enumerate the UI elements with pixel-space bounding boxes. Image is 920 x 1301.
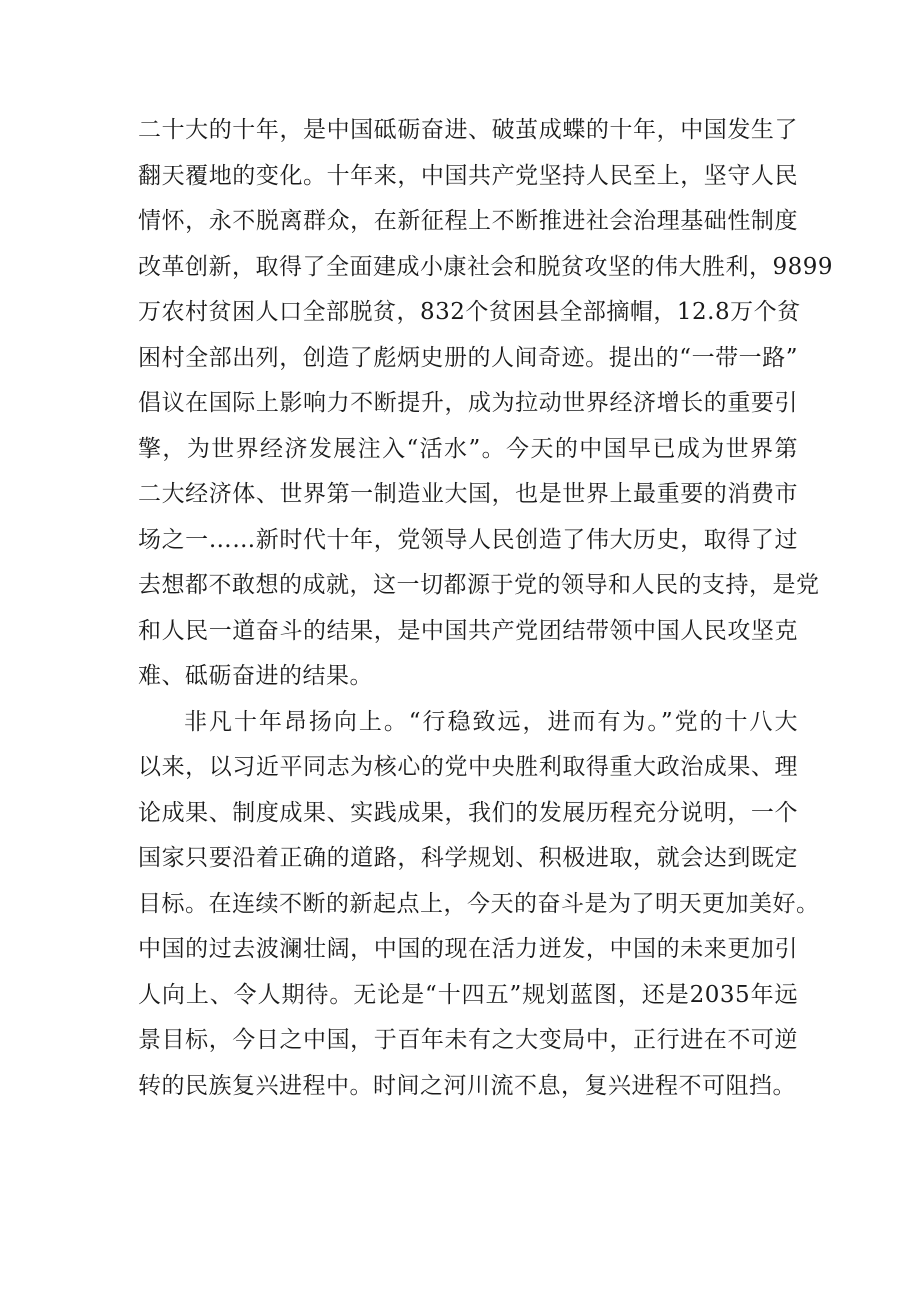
text-line: 二十大的十年，是中国砥砺奋进、破茧成蝶的十年，中国发生了 [138,117,798,143]
text-line: 万农村贫困人口全部脱贫，832个贫困县全部摘帽，12.8万个贫 [138,299,801,325]
text-line: 国家只要沿着正确的道路，科学规划、积极进取，就会达到既定 [138,845,798,871]
paragraph-start-line: 非凡十年昂扬向上。“行稳致远，进而有为。”党的十八大 [184,708,798,735]
text-line: 擎，为世界经济发展注入“活水”。今天的中国早已成为世界第 [138,435,798,462]
paragraph-end-line: 转的民族复兴进程中。时间之河川流不息，复兴进程不可阻挡。 [138,1072,796,1099]
paragraph-end-line: 难、砥砺奋进的结果。 [138,663,373,689]
text-line: 困村全部出列，创造了彪炳史册的人间奇迹。提出的“一带一路” [138,344,798,371]
body-text [138,108,834,1109]
text-line: 改革创新，取得了全面建成小康社会和脱贫攻坚的伟大胜利，9899 [138,253,834,280]
text-line: 景目标，今日之中国，于百年未有之大变局中，正行进在不可逆 [138,1027,798,1053]
text-line: 和人民一道奋斗的结果，是中国共产党团结带领中国人民攻坚克 [138,617,798,644]
text-line: 论成果、制度成果、实践成果，我们的发展历程充分说明，一个 [138,799,798,826]
text-line: 以来，以习近平同志为核心的党中央胜利取得重大政治成果、理 [138,754,798,780]
text-line: 翻天覆地的变化。十年来，中国共产党坚持人民至上，坚守人民 [138,162,798,189]
text-line: 倡议在国际上影响力不断提升，成为拉动世界经济增长的重要引 [138,390,798,416]
text-line: 人向上、令人期待。无论是“十四五”规划蓝图，还是2035年远 [138,981,798,1008]
text-line: 场之一……新时代十年，党领导人民创造了伟大历史，取得了过 [138,526,798,553]
text-line: 中国的过去波澜壮阔，中国的现在活力迸发，中国的未来更加引 [138,936,798,962]
text-line: 情怀，永不脱离群众，在新征程上不断推进社会治理基础性制度 [138,208,798,234]
text-line: 去想都不敢想的成就，这一切都源于党的领导和人民的支持，是党 [138,572,820,598]
text-line: 二大经济体、世界第一制造业大国，也是世界上最重要的消费市 [138,481,798,507]
text-line: 目标。在连续不断的新起点上，今天的奋斗是为了明天更加美好。 [138,890,820,917]
